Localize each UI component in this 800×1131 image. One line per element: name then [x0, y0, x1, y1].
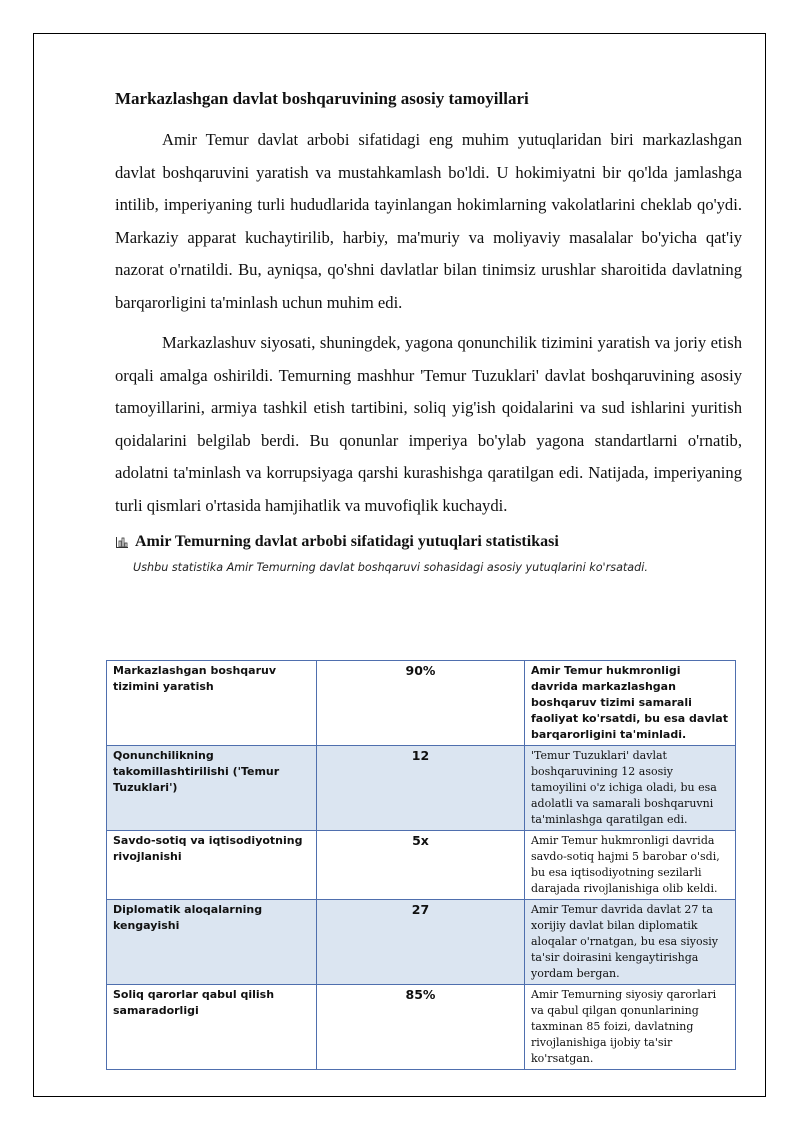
table-row: [107, 900, 736, 985]
stats-title-text: Amir Temurning davlat arbobi sifatidagi yutuqlari statistikasi: [135, 533, 559, 550]
row-description: 'Temur Tuzuklari' davlat boshqaruvining 12 asosiy tamoyilini o'z ichiga oladi, bu esa adolatli va samarali boshqaruvni ta'minlashga qaratilgan edi.: [525, 746, 736, 831]
row-label: Qonunchilikning takomillashtirilishi ('Temur Tuzuklari'): [107, 746, 317, 831]
row-value: 27: [317, 900, 525, 985]
row-description: Amir Temur hukmronligi davrida markazlashgan boshqaruv tizimi samarali faoliyat ko'rsatdi, bu esa davlat barqarorligini ta'minladi.: [525, 661, 736, 746]
row-value: 85%: [317, 985, 525, 1070]
row-description: Amir Temur hukmronligi davrida savdo-sotiq hajmi 5 barobar o'sdi, bu esa iqtisodiyotning sezilarli darajada rivojlanishiga olib keldi.: [525, 831, 736, 900]
table-row: [107, 746, 736, 831]
table-row: [107, 661, 736, 746]
paragraph-2: Markazlashuv siyosati, shuningdek, yagona qonunchilik tizimini yaratish va joriy etish orqali amalga oshirildi. Temurning mashhur 'Temur Tuzuklari' davlat boshqaruvining asosiy tamoyillarini, armiya tashkil etish tartibini, soliq yig'ish qoidalarini va sud ishlarini yuritish qoidalarini belgilab berdi. Bu qonunlar imperiya bo'ylab yagona standartlarni o'rnatib, adolatni ta'minlash va korrupsiyaga qarshi kurashishga qaratilgan edi. Natijada, imperiyaning turli qismlari o'rtasida hamjihatlik va muvofiqlik kuchaydi.: [115, 333, 742, 515]
row-description: Amir Temurning siyosiy qarorlari va qabul qilgan qonunlarining taxminan 85 foizi, davlatning rivojlanishiga ijobiy ta'sir ko'rsatgan.: [525, 985, 736, 1070]
row-value: 5x: [317, 831, 525, 900]
table-row: [107, 831, 736, 900]
bar-chart-icon: [115, 535, 129, 549]
stats-subtitle: Ushbu statistika Amir Temurning davlat boshqaruvi sohasidagi asosiy yutuqlarini ko'rsatadi.: [133, 561, 648, 574]
row-label: Diplomatik aloqalarning kengayishi: [107, 900, 317, 985]
row-description: Amir Temur davrida davlat 27 ta xorijiy davlat bilan diplomatik aloqalar o'rnatgan, bu esa siyosiy ta'sir doirasini kengaytirishga yordam bergan.: [525, 900, 736, 985]
row-value: 90%: [317, 661, 525, 746]
section-heading: Markazlashgan davlat boshqaruvining asosiy tamoyillari: [115, 89, 529, 108]
document-body: [115, 88, 742, 581]
paragraph-1: Amir Temur davlat arbobi sifatidagi eng muhim yutuqlaridan biri markazlashgan davlat boshqaruvini yaratish va mustahkamlash bo'ldi. U hokimiyatni bir qo'lda jamlashga intilib, imperiyaning turli hududlarida tayinlangan hokimlarning vakolatlarini cheklab qo'ydi. Markaziy apparat kuchaytirilib, harbiy, ma'muriy va moliyaviy masalalar bo'yicha qat'iy nazorat o'rnatildi. Bu, ayniqsa, qo'shni davlatlar bilan tinimsiz urushlar sharoitida davlatning barqarorligini ta'minlash uchun muhim edi.: [115, 130, 742, 312]
stats-title: [115, 531, 742, 553]
row-label: Soliq qarorlar qabul qilish samaradorligi: [107, 985, 317, 1070]
row-label: Markazlashgan boshqaruv tizimini yaratish: [107, 661, 317, 746]
row-value: 12: [317, 746, 525, 831]
stats-table: [106, 660, 736, 1070]
table-row: [107, 985, 736, 1070]
row-label: Savdo-sotiq va iqtisodiyotning rivojlanishi: [107, 831, 317, 900]
